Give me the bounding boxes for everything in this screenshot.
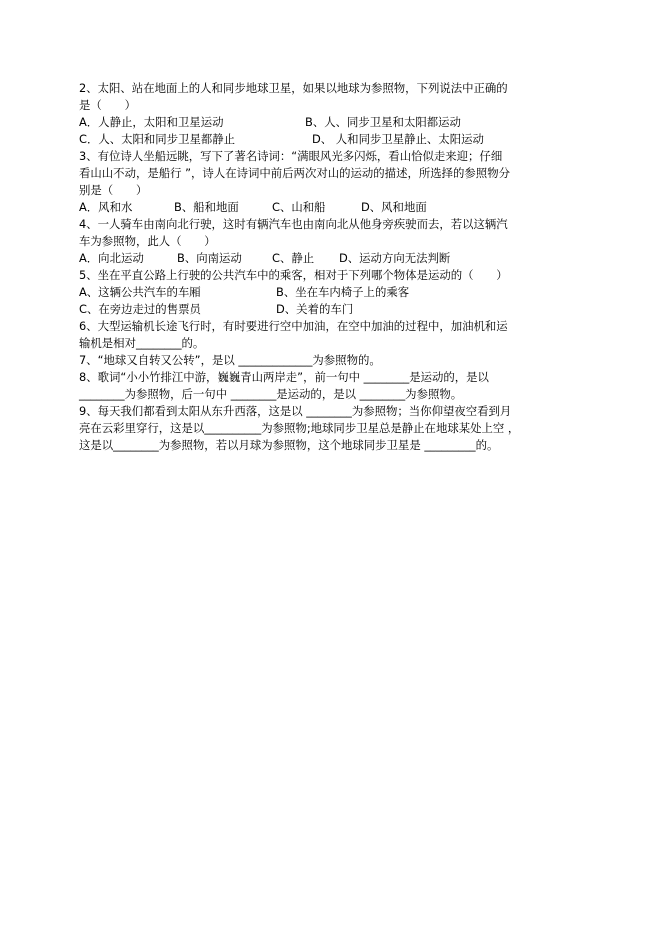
question-4 <box>79 216 579 267</box>
question-6 <box>79 318 579 352</box>
option-a: A．风和水 <box>79 200 133 214</box>
option-b: B、向南运动 <box>177 251 242 265</box>
question-7-line-1: 7、“地球又自转又公转”，是以 _____________为参照物的。 <box>79 353 381 367</box>
option-c: C．人、太阳和同步卫星都静止 <box>79 132 236 146</box>
option-b: B、人、同步卫星和太阳都运动 <box>305 115 461 129</box>
option-d: D、运动方向无法判断 <box>339 251 451 265</box>
option-c: C、静止 <box>272 251 315 265</box>
question-5-options-row-2 <box>79 301 579 318</box>
option-c: C、在旁边走过的售票员 <box>79 302 201 316</box>
option-d: D、风和地面 <box>361 200 427 214</box>
question-3-line-2: 看山山不动，是船行 ”，诗人在诗词中前后两次对山的运动的描述，所选择的参照物分 <box>79 166 510 180</box>
option-d: D、 人和同步卫星静止、太阳运动 <box>312 132 484 146</box>
option-b: B、船和地面 <box>174 200 239 214</box>
option-a: A．向北运动 <box>79 251 144 265</box>
question-7 <box>79 352 579 369</box>
question-4-line-1: 4、一人骑车由南向北行驶，这时有辆汽车也由南向北从他身旁疾驶而去，若以这辆汽 <box>79 217 508 231</box>
option-a: A、这辆公共汽车的车厢 <box>79 285 201 299</box>
question-3-line-3: 别是（ ） <box>79 183 148 197</box>
question-8 <box>79 369 579 403</box>
question-9-line-1: 9、每天我们都看到太阳从东升西落，这是以 ________为参照物；当你仰望夜空看到月 <box>79 404 512 418</box>
question-8-line-2: ________为参照物，后一句中 ________是运动的，是以 ________为参照物。 <box>79 387 463 401</box>
question-4-options <box>79 250 579 267</box>
question-8-line-1: 8、歌词“小小竹排江中游，巍巍青山两岸走”，前一句中 ________是运动的，是以 <box>79 370 489 384</box>
question-4-line-2: 车为参照物，此人（ ） <box>79 234 216 248</box>
question-2 <box>79 80 579 148</box>
option-d: D、关着的车门 <box>276 302 354 316</box>
question-6-line-2: 输机是相对________的。 <box>79 336 205 350</box>
question-9-line-2: 亮在云彩里穿行，这是以__________为参照物;地球同步卫星总是静止在地球某处上空 ， <box>79 421 520 435</box>
question-5 <box>79 267 579 318</box>
option-a: A．人静止，太阳和卫星运动 <box>79 115 224 129</box>
question-5-options-row-1 <box>79 284 579 301</box>
question-9-line-3: 这是以________为参照物，若以月球为参照物，这个地球同步卫星是 _________的。 <box>79 438 499 452</box>
question-2-options-row-2 <box>79 131 579 148</box>
worksheet <box>79 80 579 454</box>
option-b: B、坐在车内椅子上的乘客 <box>276 285 410 299</box>
question-2-options-row-1 <box>79 114 579 131</box>
question-5-line-1: 5、坐在平直公路上行驶的公共汽车中的乘客，相对于下列哪个物体是运动的（ ） <box>79 268 508 282</box>
question-6-line-1: 6、大型运输机长途飞行时，有时要进行空中加油，在空中加油的过程中，加油机和运 <box>79 319 508 333</box>
question-2-line-2: 是（ ） <box>79 98 136 112</box>
question-2-line-1: 2、太阳、站在地面上的人和同步地球卫星，如果以地球为参照物，下列说法中正确的 <box>79 81 508 95</box>
option-c: C、山和船 <box>272 200 326 214</box>
question-3-options <box>79 199 579 216</box>
question-9 <box>79 403 579 454</box>
question-3-line-1: 3、有位诗人坐船远眺，写下了著名诗词：“满眼风光多闪烁，看山恰似走来迎；仔细 <box>79 149 503 163</box>
question-3 <box>79 148 579 216</box>
